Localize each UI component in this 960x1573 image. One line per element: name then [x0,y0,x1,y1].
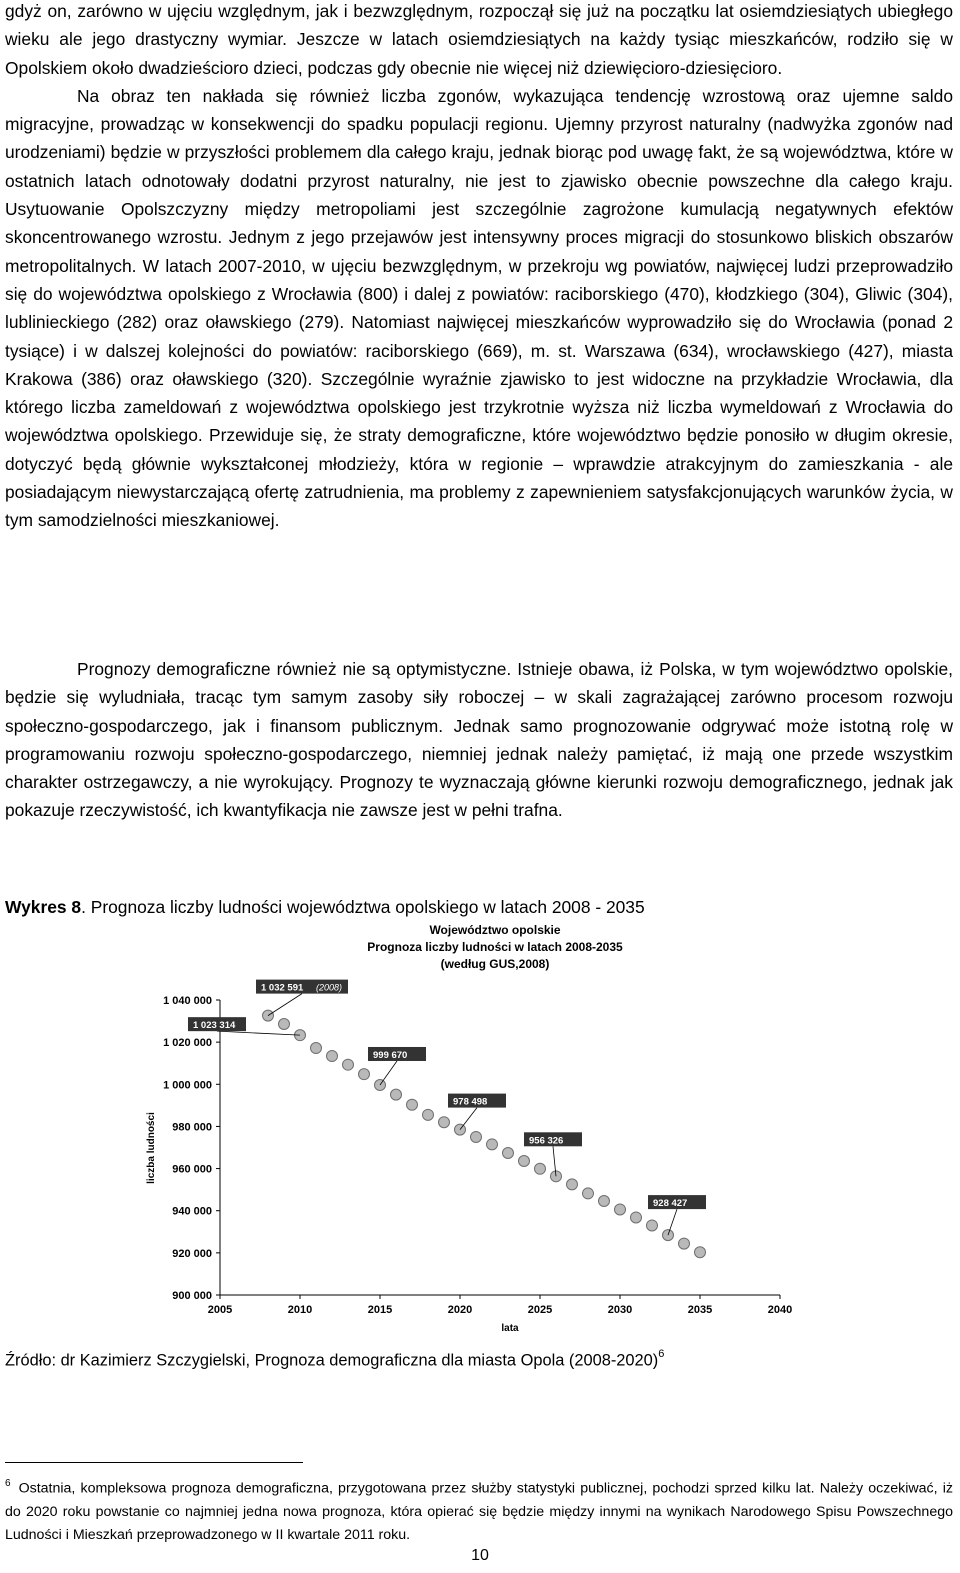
data-point [423,1109,434,1120]
paragraph-text: gdyż on, zarówno w ujęciu względnym, jak i bezwzględnym, rozpoczął się już na początku lat osiemdziesiątych ubiegłego wieku ale jego drastyczny wymiar. Jeszcze w latach osiemdziesiątych na każdy tysiąc mieszkańców, rodziło się w Opolskiem około dwadzieścioro dzieci, podczas gdy obecnie nie więcej niż dziewięcioro-dziesięcioro. [5,1,953,78]
data-point [599,1196,610,1207]
source-note [5,1344,664,1372]
x-tick-label: 2040 [767,1304,793,1316]
x-tick-label: 2015 [367,1304,393,1316]
annotation-value: 1 023 314 [193,1020,236,1032]
data-point [583,1188,594,1199]
data-point [439,1117,450,1128]
data-point [503,1147,514,1158]
data-point [695,1247,706,1258]
population-forecast-chart [140,920,820,1340]
body-paragraph-2 [5,655,953,825]
data-point [391,1089,402,1100]
data-point [519,1155,530,1166]
footnote-ref: 6 [658,1348,665,1360]
footnote-number: 6 [5,1478,11,1489]
y-tick-label: 920 000 [172,1247,212,1260]
data-point [343,1059,354,1070]
y-tick-label: 1 040 000 [163,995,212,1007]
x-tick-label: 2035 [687,1304,713,1316]
y-tick-label: 1 000 000 [163,1079,212,1092]
data-point [311,1043,322,1054]
x-axis-label: lata [501,1323,519,1334]
annotation-value: 1 032 591 [261,982,304,994]
y-tick-label: 940 000 [172,1205,212,1218]
annotation-year: (2008) [316,982,343,993]
chart-title-line: Prognoza liczby ludności w latach 2008-2035 [367,940,623,954]
paragraph-text: Na obraz ten nakłada się również liczba zgonów, wykazująca tendencję wzrostową oraz ujemne saldo migracyjne, prowadząc w konsekwencji do spadku populacji regionu. Ujemny przyrost naturalny (nadwyżka zgonów nad urodzeniami) będzie w przyszłości problemem dla całego kraju, jednak biorąc pod uwagę fakt, że są województwa, które w ostatnich latach odnotowały dodatni przyrost naturalny, nie jest to zjawisko obecnie powszechne dla całego kraju. Usytuowanie Opolszczyzny między metropoliami jest szczególnie zagrożone kumulacją negatywnych efektów skoncentrowanego wzrostu. Jednym z jego przejawów jest intensywny proces migracji do stosunkowo bliskich obszarów metropolitalnych. W latach 2007-2010, w ujęciu bezwzględnym, w przekroju wg powiatów, najwięcej ludzi przeprowadziło się do województwa opolskiego z Wrocławia (800) i dalej z powiatów: raciborskiego (470), kłodzkiego (304), Gliwic (304), lublinieckiego (282) oraz oławskiego (279). Natomiast najwięcej mieszkańców wyprowadziło się do Wrocławia (ponad 2 tysiące) i w dalszej kolejności do powiatów: raciborskiego (669), m. st. Warszawa (634), wrocławskiego (427), miasta Krakowa (386) oraz oławskiego (320). Szczególnie wyraźnie zjawisko to jest widoczne na przykładzie Wrocławia, dla którego liczba zameldowań z województwa opolskiego jest trzykrotnie wyższa niż liczba wymeldowań z Wrocławia do województwa opolskiego. Przewiduje się, że straty demograficzne, które województwo będzie ponosiło w długim okresie, dotyczyć będą głównie wykształconej młodzieży, która w regionie – wprawdzie atrakcyjnym do zamieszkania - ale posiadającym niewystarczającą ofertę zatrudnienia, ma problemy z zapewnieniem satysfakcjonujących warunków życia, w tym samodzielności mieszkaniowej. [5,85,953,531]
data-point [679,1238,690,1249]
data-point [375,1079,386,1090]
data-point [471,1131,482,1142]
x-tick-label: 2025 [527,1304,553,1316]
x-tick-label: 2030 [607,1304,633,1316]
footnote-text: Ostatnia, kompleksowa prognoza demograficzna, przygotowana przez służby statystyki publicznej, pochodzi sprzed kilku lat. Należy oczekiwać, iż do 2020 roku powstanie co najmniej jedna nowa prognoza, która opierać się będzie między innymi na wynikach Narodowego Spisu Powszechnego Ludności i Mieszkań przeprowadzonego w II kwartale 2011 roku. [5,1480,953,1543]
chart-svg [140,920,820,1340]
caption-text: . Prognoza liczby ludności województwa opolskiego w latach 2008 - 2035 [81,897,645,917]
x-tick-label: 2020 [447,1304,473,1316]
annotation-pointer [460,1108,477,1130]
chart-title-line: (według GUS,2008) [440,957,550,971]
data-point [631,1212,642,1223]
y-tick-label: 1 020 000 [163,1037,212,1050]
data-point [407,1099,418,1110]
y-tick-label: 960 000 [172,1163,212,1176]
annotation-pointer [268,994,302,1016]
x-tick-label: 2005 [207,1304,233,1316]
footnote-divider [5,1462,303,1463]
data-point [567,1179,578,1190]
annotation-value: 978 498 [453,1096,488,1108]
footnote [5,1473,953,1547]
data-point [647,1220,658,1231]
x-tick-label: 2010 [287,1304,313,1316]
data-point [359,1069,370,1080]
annotation-value: 956 326 [529,1135,564,1147]
y-axis-label: liczba ludności [146,1112,157,1184]
page-number: 10 [471,1547,489,1564]
annotation-value: 928 427 [653,1198,688,1210]
figure-caption [5,894,645,920]
source-text: Źródło: dr Kazimierz Szczygielski, Prognoza demograficzna dla miasta Opola (2008-2020) [5,1351,659,1370]
caption-label: Wykres 8 [5,897,82,917]
paragraph-text: Prognozy demograficzne również nie są optymistyczne. Istnieje obawa, iż Polska, w tym województwo opolskie, będzie się wyludniała, tracąc tym samym zasoby siły roboczej – w skali zagrażającej zarówno procesom rozwoju społeczno-gospodarczego, jak i finansom publicznym. Jednak samo prognozowanie odgrywać może istotną rolę w programowaniu rozwoju społeczno-gospodarczego, niemniej jednak należy pamiętać, iż mają one przede wszystkim charakter ostrzegawczy, a nie wyrokujący. Prognozy te wyznaczają główne kierunki rozwoju demograficznego, jednak jak pokazuje rzeczywistość, ich kwantyfikacja nie zawsze jest w pełni trafna. [5,659,953,821]
data-point [279,1019,290,1030]
y-tick-label: 900 000 [172,1290,212,1302]
y-tick-label: 980 000 [172,1121,212,1134]
data-point [327,1051,338,1062]
annotation-pointer [217,1031,300,1035]
annotation-pointer [380,1061,397,1085]
annotation-value: 999 670 [373,1049,408,1061]
body-paragraph-1 [5,0,953,535]
data-point [535,1163,546,1174]
data-point [615,1204,626,1215]
data-point [487,1139,498,1150]
chart-title-line: Województwo opolskie [429,923,561,937]
